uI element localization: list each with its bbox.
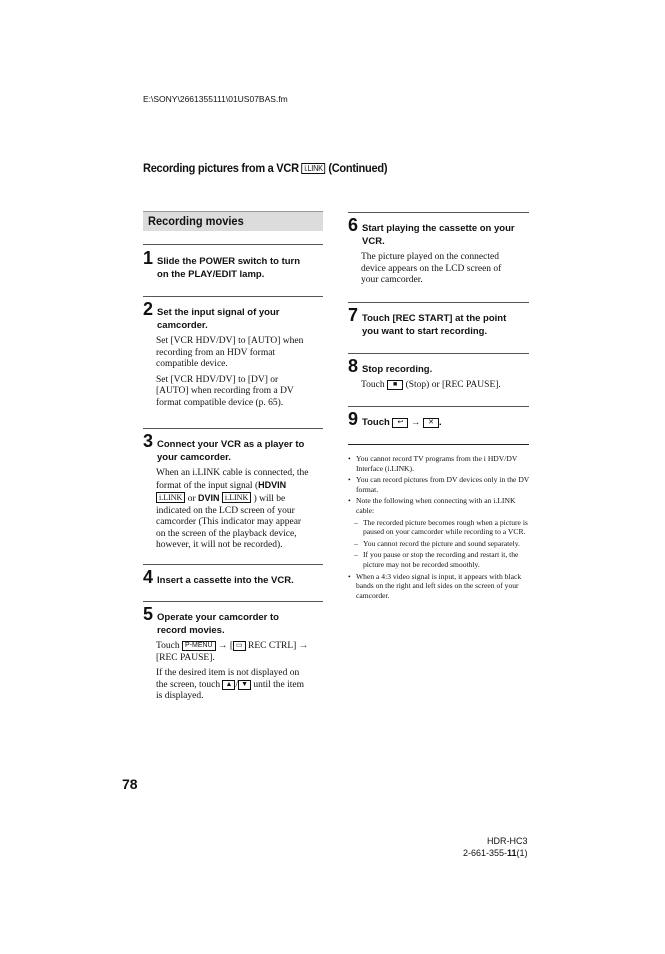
step-number: 2: [143, 299, 154, 319]
code-version: 11: [507, 848, 517, 858]
text: When an i.LINK cable is connected, the format of the input signal (: [156, 468, 309, 491]
note-item: • You can record pictures from DV devices only in the DV format.: [348, 475, 530, 494]
text: or: [185, 494, 198, 504]
note-subitem: – You cannot record the picture and sound separately.: [348, 539, 530, 549]
note-item: • You cannot record TV programs from the i HDV/DV Interface (i.LINK).: [348, 454, 530, 473]
step-number: 1: [143, 248, 154, 268]
divider: [143, 296, 323, 297]
text: .: [438, 417, 442, 428]
text: If the desired item is not displayed on the screen, touch: [156, 668, 300, 690]
divider: [143, 564, 323, 565]
text: (Stop) or [REC PAUSE].: [405, 380, 501, 390]
step-6: [348, 216, 516, 287]
text: Touch: [156, 641, 180, 651]
note-item: • When a 4:3 video signal is input, it appears with black bands on the right and left sides on the screen of your camcorder.: [348, 572, 530, 601]
dv-in-icon: DVIN: [198, 493, 220, 503]
divider: [348, 406, 529, 407]
file-path: E:\SONY\2661355111\01US07BAS.fm: [143, 94, 288, 104]
text: Touch: [361, 380, 385, 390]
step-number: 5: [143, 604, 154, 624]
section-heading: Recording movies: [148, 214, 244, 228]
step-title: [362, 410, 442, 429]
p-menu-icon: P-MENU: [182, 641, 216, 651]
note-subitem: – If you pause or stop the recording and restart it, the picture may not be recorded smoothly.: [348, 550, 530, 569]
step-9: [348, 410, 516, 429]
step-number: 7: [348, 305, 359, 325]
text: [REC PAUSE].: [156, 652, 215, 663]
step-title: Insert a cassette into the VCR.: [157, 575, 294, 586]
scroll-up-icon: ▲: [222, 680, 235, 690]
step-number: 3: [143, 431, 154, 451]
step-number: 6: [348, 215, 359, 235]
step-text: [143, 668, 311, 703]
step-number: 9: [348, 409, 359, 429]
step-text: The picture played on the connected device appears on the LCD screen of your camcorder.: [361, 252, 502, 285]
divider: [143, 428, 323, 429]
ilink-icon: i.LINK: [222, 492, 251, 503]
step-number: 4: [143, 567, 154, 587]
text: ) will be indicated on the LCD screen of your camcorder (This indicator may appear on the screen of the playback device, however, it will not be recorded).: [156, 494, 302, 550]
step-8: [348, 357, 516, 392]
arrow-icon: →: [298, 641, 309, 651]
page-title: [143, 161, 387, 175]
close-icon: ✕: [423, 418, 439, 428]
divider: [348, 353, 529, 354]
code-prefix: 2-661-355-: [463, 848, 508, 858]
hdv-in-icon: HDVIN: [258, 479, 287, 490]
note-subitem: – The recorded picture becomes rough when a picture is paused on your camcorder while recording to a VCR.: [348, 518, 530, 537]
text: /: [235, 679, 239, 690]
step-text: [143, 641, 311, 664]
document-code: [463, 848, 528, 858]
step-title: Start playing the cassette on your VCR.: [362, 223, 515, 247]
notes-divider: [348, 444, 529, 445]
step-5: [143, 605, 311, 703]
divider: [348, 302, 529, 303]
step-number: 8: [348, 356, 359, 376]
ilink-icon: i.LINK: [302, 163, 326, 174]
scroll-down-icon: ▼: [238, 680, 251, 690]
divider: [143, 601, 323, 602]
step-title: Connect your VCR as a player to your camcorder.: [157, 439, 305, 463]
step-text: Set [VCR HDV/DV] to [AUTO] when recording from an HDV format compatible device.: [156, 336, 304, 369]
step-title: Touch [REC START] at the point you want to start recording.: [362, 313, 507, 337]
cassette-icon: ▭: [233, 641, 246, 651]
step-title: Stop recording.: [362, 364, 433, 375]
step-title: Operate your camcorder to record movies.: [157, 612, 279, 636]
step-3: [143, 432, 311, 552]
step-7: [348, 306, 516, 338]
arrow-icon: →: [217, 641, 228, 651]
ilink-icon: i.LINK: [156, 492, 185, 503]
divider: [143, 244, 323, 245]
stop-icon: ■: [387, 380, 403, 390]
model-name: HDR-HC3: [487, 836, 528, 846]
step-text: Set [VCR HDV/DV] to [DV] or [AUTO] when recording from a DV format compatible device (p. 65).: [156, 374, 294, 408]
step-title: Slide the POWER switch to turn on the PLAY/EDIT lamp.: [157, 256, 301, 280]
section-title-text: Recording pictures from a VCR: [143, 161, 299, 175]
text: Touch: [362, 417, 390, 428]
code-suffix: (1): [516, 848, 528, 858]
return-icon: ↩: [392, 418, 408, 428]
step-title: Set the input signal of your camcorder.: [157, 307, 280, 331]
divider: [348, 212, 529, 213]
step-4: [143, 568, 311, 587]
step-text: [348, 380, 516, 392]
text: until the item is displayed.: [156, 679, 305, 701]
step-text: [143, 468, 311, 552]
continued-label: (Continued): [328, 161, 388, 175]
page-number: 78: [122, 776, 138, 792]
text: REC CTRL]: [248, 641, 297, 651]
notes-list: [348, 454, 530, 602]
text: [: [229, 641, 234, 651]
arrow-icon: →: [410, 417, 421, 428]
step-1: [143, 249, 311, 281]
step-2: [143, 300, 311, 409]
note-item: • Note the following when connecting with an i.LINK cable:: [348, 496, 530, 515]
